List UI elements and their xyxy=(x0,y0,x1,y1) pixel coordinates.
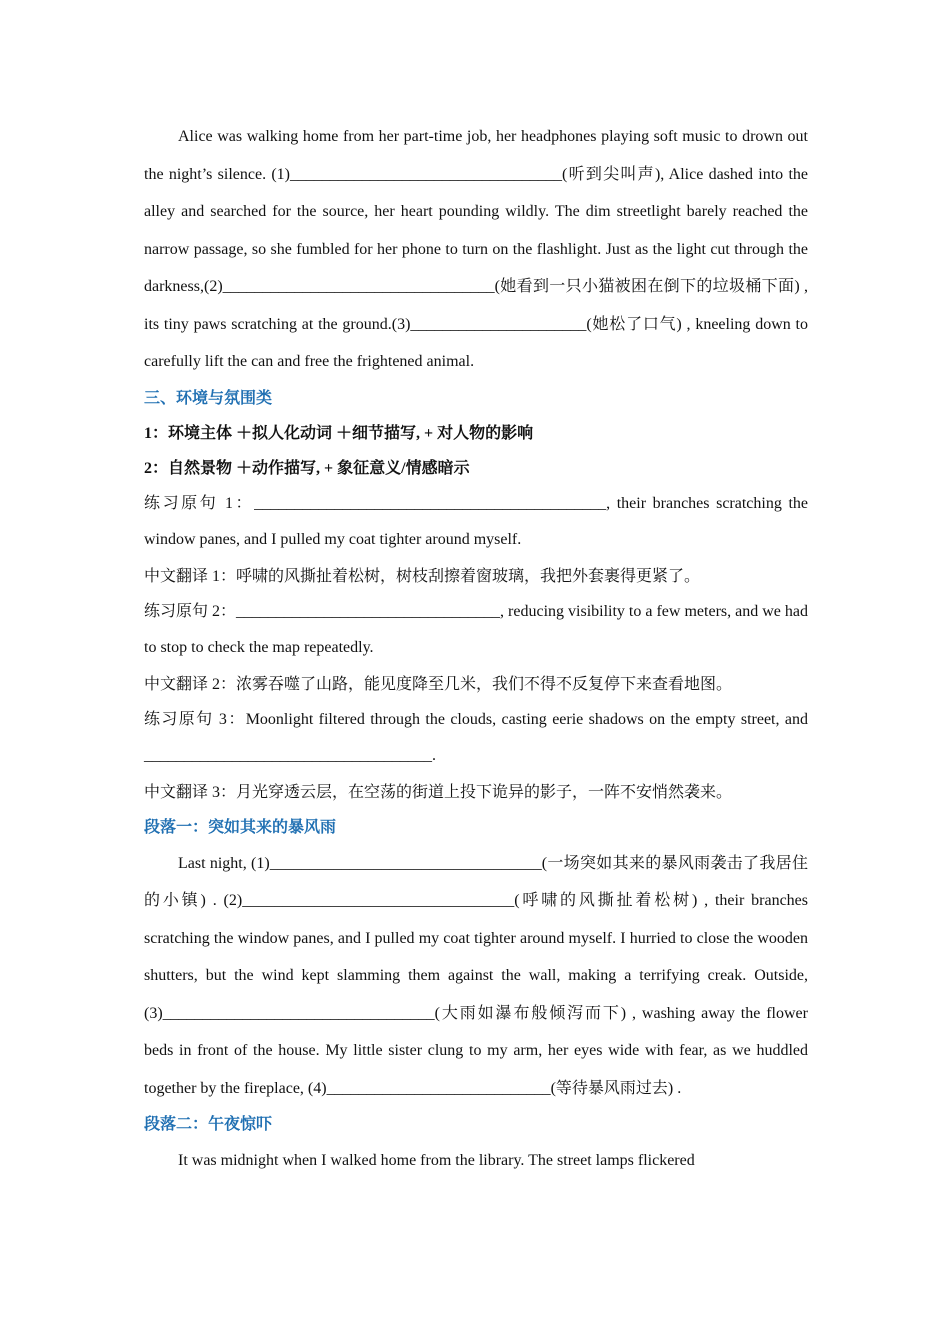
paragraph2-text: It was midnight when I walked home from the library. The street lamps flickered xyxy=(178,1152,695,1169)
practice-original-1: 练习原句 1：____________________________________________, their branches scratching the window panes, and I pulled my coat tighter around myself. xyxy=(144,494,808,548)
practice-translation-3: 中文翻译 3：月光穿透云层，在空荡的街道上投下诡异的影子，一阵不安悄然袭来。 xyxy=(144,783,733,801)
practice-translation-1: 中文翻译 1：呼啸的风撕扯着松树，树枝刮擦着窗玻璃，我把外套裹得更紧了。 xyxy=(144,567,701,585)
practice-translation-2: 中文翻译 2：浓雾吞噬了山路，能见度降至几米，我们不得不反复停下来查看地图。 xyxy=(144,675,733,693)
paragraph1-heading: 段落一：突如其来的暴风雨 xyxy=(144,818,337,836)
section3-formula-1: 1：环境主体 ＋拟人化动词 ＋细节描写, + 对人物的影响 xyxy=(144,424,534,442)
document-content xyxy=(144,118,808,1180)
section3-heading: 三、环境与氛围类 xyxy=(144,389,273,407)
paragraph2-heading: 段落二：午夜惊吓 xyxy=(144,1116,273,1133)
section3-formula-2: 2：自然景物 ＋动作描写, + 象征意义/情感暗示 xyxy=(144,459,470,477)
practice-original-2: 练习原句 2：_________________________________, reducing visibility to a few meters, and we had to stop to check the map repeatedly. xyxy=(144,602,808,656)
alice-paragraph: Alice was walking home from her part-time job, her headphones playing soft music to drown out the night’s silence. (1)__________________________________(听到尖叫声), Alice dashed into the alley and searched for the source, her heart pounding wildly. The dim streetlight barely reached the narrow passage, so she fumbled for her phone to turn on the flashlight. Just as the light cut through the darkness,(2)__________________________________(她看到一只小猫被困在倒下的垃圾桶下面) , its tiny paws scratching at the ground.(3)______________________(她松了口气) , kneeling down to carefully lift the can and free the frightened animal. xyxy=(144,128,808,370)
paragraph1-text: Last night, (1)__________________________________(一场突如其来的暴风雨袭击了我居住的小镇) . (2)__________________________________(呼啸的风撕扯着松树) , their branches scratching the window panes, and I pulled my coat tighter around myself. I hurried to close the wooden shutters, but the wind kept slamming them against the wall, making a terrifying creak. Outside,(3)__________________________________(大雨如瀑布般倾泻而下) , washing away the flower beds in front of the house. My little sister clung to my arm, her eyes wide with fear, as we huddled together by the fireplace, (4)____________________________(等待暴风雨过去) . xyxy=(144,854,808,1097)
practice-original-3: 练习原句 3：Moonlight filtered through the clouds, casting eerie shadows on the empty street, and ____________________________________. xyxy=(144,710,808,764)
